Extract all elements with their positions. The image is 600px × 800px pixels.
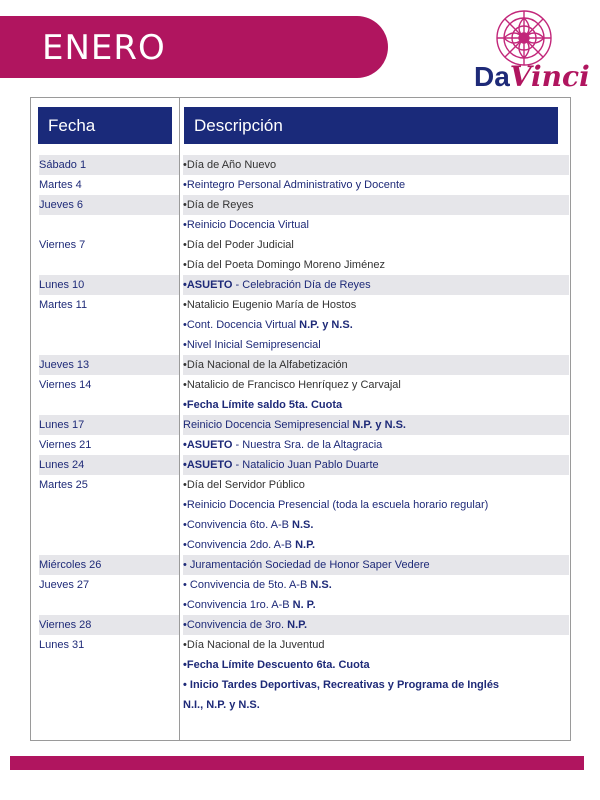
date-label: Martes 11 [39, 299, 88, 311]
description-line [183, 415, 569, 435]
description-line [183, 335, 569, 355]
description-line [183, 175, 569, 195]
description-line [183, 275, 569, 295]
description-text: N.P. y N.S. [299, 319, 353, 331]
table-row [31, 175, 569, 195]
description-line [183, 235, 569, 255]
description-line [183, 395, 569, 415]
description-line [183, 575, 569, 595]
description-text: Reinicio Docencia Semipresencial [183, 419, 353, 431]
description-text: N. P. [292, 599, 316, 611]
row-date [31, 375, 179, 415]
description-line [183, 355, 569, 375]
row-description [179, 415, 569, 435]
row-description [179, 295, 569, 355]
description-text: •Natalicio de Francisco Henríquez y Carvajal [183, 379, 401, 391]
row-description [179, 155, 569, 175]
description-text: N.I., N.P. y N.S. [183, 699, 260, 711]
description-line [183, 655, 569, 675]
footer-bar [10, 756, 584, 770]
description-text: •Día del Poder Judicial [183, 239, 294, 251]
description-line [183, 515, 569, 535]
mandala-icon [494, 8, 554, 68]
description-line [183, 675, 569, 695]
row-date [31, 195, 179, 235]
description-text: •Día de Reyes [183, 199, 254, 211]
description-line [183, 255, 569, 275]
description-text: •Fecha Límite Descuento 6ta. Cuota [183, 659, 370, 671]
table-row [31, 455, 569, 475]
description-text: •Reinicio Docencia Presencial (toda la escuela horario regular) [183, 499, 489, 511]
table-row [31, 615, 569, 635]
row-date [31, 435, 179, 455]
description-line [183, 615, 569, 635]
date-label: Lunes 10 [39, 275, 179, 295]
row-date [31, 455, 179, 475]
row-date [31, 155, 179, 175]
date-label: Martes 4 [39, 179, 82, 191]
row-description [179, 615, 569, 635]
row-date [31, 175, 179, 195]
date-label: Jueves 27 [39, 579, 90, 591]
description-line [183, 315, 569, 335]
date-label: Sábado 1 [39, 155, 179, 175]
row-date [31, 275, 179, 295]
table-row [31, 275, 569, 295]
row-description [179, 235, 569, 275]
column-header-fecha: Fecha [38, 107, 172, 144]
description-text: •Convivencia 2do. A-B [183, 539, 296, 551]
date-label: Miércoles 26 [39, 555, 179, 575]
logo-wordmark [474, 60, 590, 93]
description-text: •Nivel Inicial Semipresencial [183, 339, 321, 351]
description-text: •Natalicio Eugenio María de Hostos [183, 299, 357, 311]
date-label: Lunes 17 [39, 415, 179, 435]
month-title: ENERO [42, 28, 166, 68]
description-line [183, 455, 569, 475]
table-row [31, 435, 569, 455]
row-description [179, 195, 569, 235]
row-description [179, 435, 569, 455]
description-text: •Convivencia de 3ro. [183, 619, 288, 631]
description-text: N.S. [292, 519, 314, 531]
row-description [179, 555, 569, 575]
row-date [31, 295, 179, 355]
description-line [183, 555, 569, 575]
row-date [31, 415, 179, 435]
davinci-logo [468, 8, 588, 96]
description-text: •Fecha Límite saldo 5ta. Cuota [183, 399, 343, 411]
table-row [31, 295, 569, 355]
column-header-descripcion: Descripción [184, 107, 558, 144]
row-date [31, 635, 179, 715]
description-text: •ASUETO [183, 439, 233, 451]
description-text: •Día Nacional de la Juventud [183, 639, 325, 651]
description-line [183, 475, 569, 495]
description-text: •Convivencia 1ro. A-B [183, 599, 293, 611]
table-row [31, 575, 569, 615]
row-description [179, 275, 569, 295]
table-row [31, 355, 569, 375]
table-row [31, 235, 569, 275]
row-description [179, 355, 569, 375]
row-date [31, 555, 179, 575]
table-row [31, 635, 569, 715]
description-text: • Inicio Tardes Deportivas, Recreativas y Programa de Inglés [183, 679, 500, 691]
row-description [179, 375, 569, 415]
row-date [31, 575, 179, 615]
description-line [183, 695, 569, 715]
description-text: N.P. [287, 619, 308, 631]
description-text: N.P. [295, 539, 316, 551]
description-line [183, 495, 569, 515]
description-text: •ASUETO [183, 279, 233, 291]
date-label: Lunes 31 [39, 639, 85, 651]
date-label: Viernes 7 [39, 239, 86, 251]
table-row [31, 195, 569, 235]
description-text: • Convivencia de 5to. A-B [183, 579, 311, 591]
description-text: •Día de Año Nuevo [183, 159, 277, 171]
row-description [179, 475, 569, 555]
date-label: Jueves 6 [39, 195, 179, 215]
table-row [31, 375, 569, 415]
description-text: N.P. y N.S. [352, 419, 406, 431]
description-text: •Reinicio Docencia Virtual [183, 219, 309, 231]
description-text: •ASUETO [183, 459, 233, 471]
description-text: •Reintegro Personal Administrativo y Docente [183, 179, 406, 191]
row-date [31, 235, 179, 275]
description-text: •Cont. Docencia Virtual [183, 319, 300, 331]
row-date [31, 355, 179, 375]
description-line [183, 155, 569, 175]
description-line [183, 595, 569, 615]
table-row [31, 475, 569, 555]
description-text: •Convivencia 6to. A-B [183, 519, 293, 531]
row-description [179, 635, 569, 715]
date-label: Viernes 28 [39, 615, 179, 635]
row-date [31, 615, 179, 635]
description-text: •Día del Servidor Público [183, 479, 305, 491]
description-text: •Día del Poeta Domingo Moreno Jiménez [183, 259, 385, 271]
table-row [31, 155, 569, 175]
description-text: N.S. [310, 579, 332, 591]
description-line [183, 435, 569, 455]
table-row [31, 555, 569, 575]
description-text: - Nuestra Sra. de la Altagracia [232, 439, 383, 451]
description-line [183, 195, 569, 215]
row-description [179, 455, 569, 475]
date-label: Martes 25 [39, 479, 88, 491]
row-description [179, 575, 569, 615]
date-label: Lunes 24 [39, 455, 179, 475]
description-line [183, 635, 569, 655]
description-text: - Celebración Día de Reyes [232, 279, 371, 291]
row-description [179, 175, 569, 195]
description-text: - Natalicio Juan Pablo Duarte [232, 459, 379, 471]
description-line [183, 215, 569, 235]
calendar-rows [31, 155, 569, 715]
date-label: Viernes 21 [39, 439, 92, 451]
date-label: Viernes 14 [39, 379, 92, 391]
table-row [31, 415, 569, 435]
description-line [183, 535, 569, 555]
logo-vinci: Vinci [509, 60, 590, 93]
description-text: •Día Nacional de la Alfabetización [183, 359, 348, 371]
description-line [183, 295, 569, 315]
logo-da: Da [474, 61, 510, 92]
description-text: • Juramentación Sociedad de Honor Saper Vedere [183, 559, 430, 571]
description-line [183, 375, 569, 395]
row-date [31, 475, 179, 555]
date-label: Jueves 13 [39, 355, 179, 375]
